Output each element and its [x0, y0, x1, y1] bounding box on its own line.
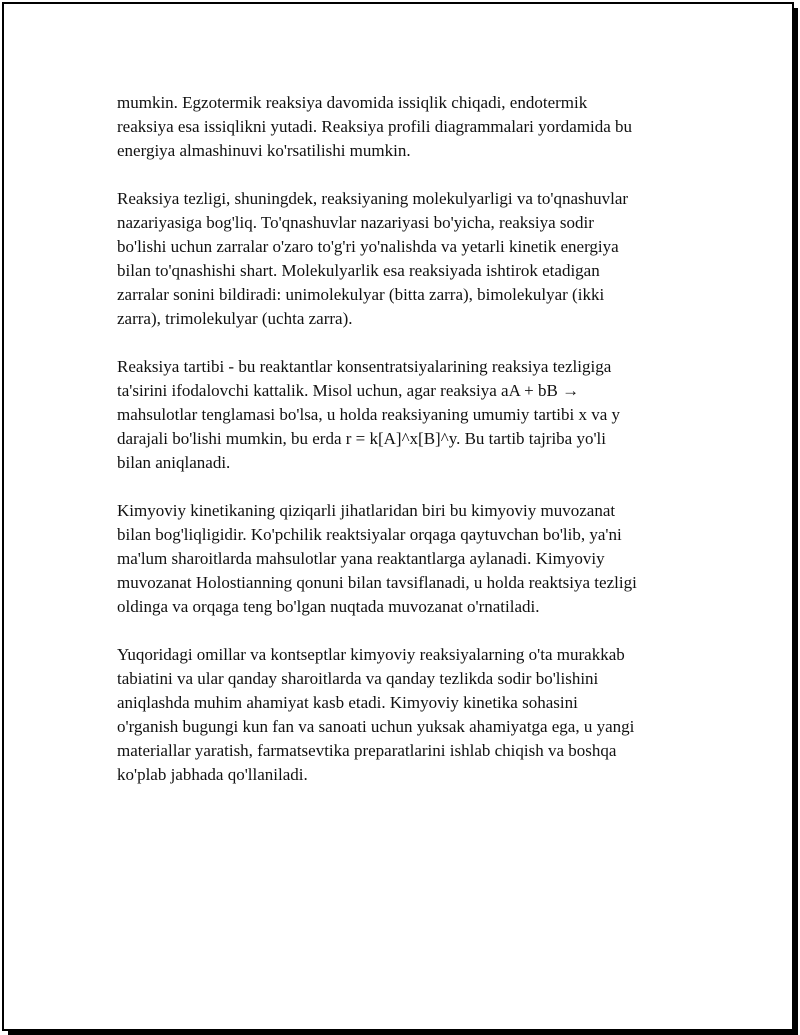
paragraph-3: Reaksiya tartibi - bu reaktantlar konsentratsiyalarining reaksiya tezligiga ta'sirini ifodalovchi kattalik. Misol uchun, agar reaksiya aA + bB → mahsulotlar tenglamasi bo'lsa, u holda reaksiyaning umumiy tartibi x va y darajali bo'lishi mumkin, bu erda r = k[A]^x[B]^y. Bu tartib tajriba yo'li bilan aniqlanadi.: [117, 357, 621, 472]
paragraph-4: Kimyoviy kinetikaning qiziqarli jihatlaridan biri bu kimyoviy muvozanat bilan bog'liqligidir. Ko'pchilik reaktsiyalar orqaga qaytuvchan bo'lib, ya'ni ma'lum sharoitlarda mahsulotlar yana reaktantlarga aylanadi. Kimyoviy muvozanat Holostianning qonuni bilan tavsiflanadi, u holda reaktsiya tezligi oldinga va orqaga teng bo'lgan nuqtada muvozanat o'rnatiladi.: [117, 501, 637, 616]
paragraph-5: Yuqoridagi omillar va kontseptlar kimyoviy reaksiyalarning o'ta murakkab tabiatini va ular qanday sharoitlarda va qanday tezlikda sodir bo'lishini aniqlashda muhim ahamiyat kasb etadi. Kimyoviy kinetika sohasini o'rganish bugungi kun fan va sanoati uchun yuksak ahamiyatga ega, u yangi materiallar yaratish, farmatsevtika preparatlarini ishlab chiqish va boshqa ko'plab jabhada qo'llaniladi.: [117, 645, 635, 784]
paragraph-1: mumkin. Egzotermik reaksiya davomida issiqlik chiqadi, endotermik reaksiya esa issiqlikni yutadi. Reaksiya profili diagrammalari yordamida bu energiya almashinuvi ko'rsatilishi mumkin.: [117, 93, 633, 160]
paragraph-2: Reaksiya tezligi, shuningdek, reaksiyaning molekulyarligi va to'qnashuvlar nazariyasiga bog'liq. To'qnashuvlar nazariyasi bo'yicha, reaksiya sodir bo'lishi uchun zarralar o'zaro to'g'ri yo'nalishda va yetarli kinetik energiya bilan to'qnashishi shart. Molekulyarlik esa reaksiyada ishtirok etadigan zarralar sonini bildiradi: unimolekulyar (bitta zarra), bimolekulyar (ikki zarra), trimolekulyar (uchta zarra).: [117, 189, 629, 328]
document-body: [117, 91, 687, 811]
